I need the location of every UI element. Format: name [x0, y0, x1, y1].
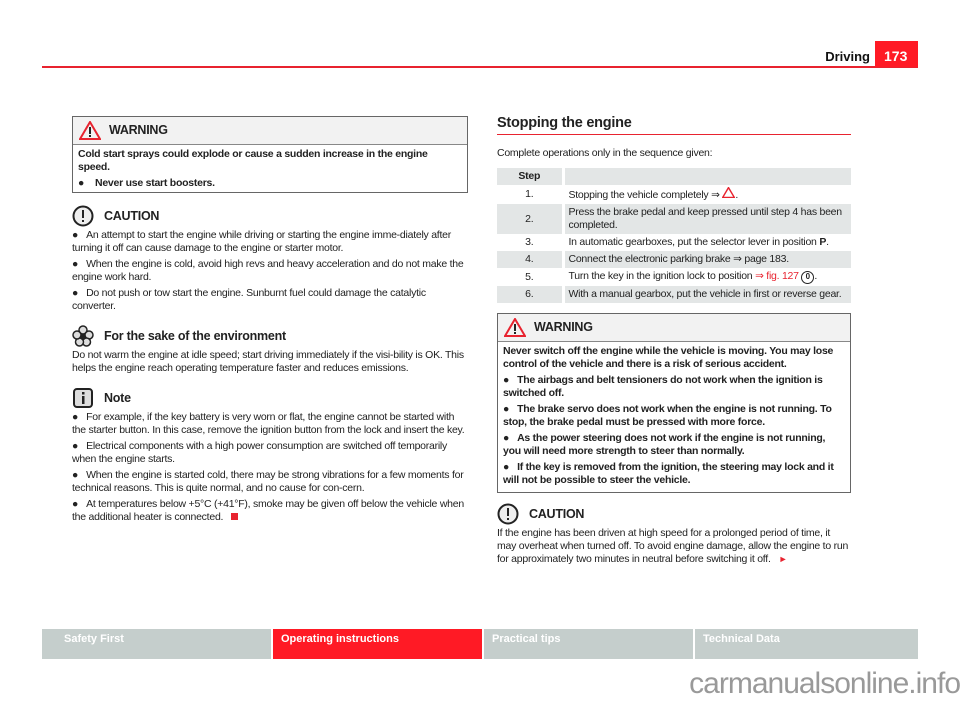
note-section [72, 387, 468, 524]
note-bullet: ● For example, if the key battery is very worn or flat, the engine cannot be started with the starter button. In this case, remove the ignition button from the lock and insert the key. [72, 411, 465, 436]
caution-bullet: ● An attempt to start the engine while driving or starting the engine imme-diately after turning it off can cause damage to the engine or starter motor. [72, 229, 451, 254]
tab-operating-instructions[interactable]: Operating instructions [273, 629, 482, 659]
section-title: Driving [825, 49, 870, 64]
table-row: 3. In automatic gearboxes, put the selector lever in position P. [497, 234, 851, 251]
warning-bullet: ● The airbags and belt tensioners do not work when the ignition is switched off. [503, 374, 823, 399]
caution-section [72, 205, 468, 313]
warning-bullet: ● The brake servo does not work when the engine is not running. To stop, the brake pedal must be pressed with more force. [503, 403, 832, 428]
flower-icon [72, 325, 94, 347]
note-icon [72, 387, 94, 409]
warning-text: Never switch off the engine while the vehicle is moving. You may lose control of the vehicle and there is a risk of serious accident. [503, 345, 834, 370]
right-column [497, 147, 851, 569]
warning-text: Cold start sprays could explode or cause a sudden increase in the engine speed. [78, 148, 428, 173]
note-bullet: ● At temperatures below +5°C (+41°F), smoke may be given off below the vehicle when the additional heater is connected. [72, 498, 464, 523]
position-badge: 0 [801, 271, 814, 284]
watermark: carmanualsonline.info [689, 667, 960, 700]
table-row: 1. Stopping the vehicle completely ⇒ . [497, 185, 851, 204]
caution-section [497, 503, 851, 566]
environment-text: Do not warm the engine at idle speed; start driving immediately if the visi-bility is OK. This helps the engine reach operating temperature faster and reduces emissions. [72, 349, 464, 374]
end-marker [231, 513, 238, 520]
table-row: 6. With a manual gearbox, put the vehicle in first or reverse gear. [497, 286, 851, 303]
note-bullet: ● When the engine is started cold, there may be strong vibrations for a few moments for technical reasons. This is quite normal, and no cause for con-cern. [72, 469, 464, 494]
warning-title: WARNING [534, 320, 593, 334]
steps-table [497, 168, 851, 303]
table-row: 4. Connect the electronic parking brake ⇒ page 183. [497, 251, 851, 268]
tab-safety-first[interactable]: Safety First [42, 629, 271, 659]
left-column [72, 116, 468, 527]
note-title: Note [104, 390, 131, 405]
caution-icon [497, 503, 519, 525]
warning-box: WARNING Cold start sprays could explode or cause a sudden increase in the engine speed. ● Never use start boosters. [72, 116, 468, 193]
tab-technical-data[interactable]: Technical Data [695, 629, 918, 659]
header-rule [42, 66, 918, 68]
caution-paragraph [497, 527, 851, 566]
caution-icon [72, 205, 94, 227]
warning-bullet: ● As the power steering does not work if the engine is not running, you will need more strength to steer than normally. [503, 432, 826, 457]
page-number: 173 [875, 41, 918, 67]
table-row: 5. Turn the key in the ignition lock to position ⇒ fig. 127 0 . [497, 268, 851, 286]
section-heading: Stopping the engine [497, 117, 851, 135]
caution-text: If the engine has been driven at high speed for a prolonged period of time, it may overheat when turned off. To avoid engine damage, allow the engine to run for approximately two minutes in neutral before switching it off. [497, 527, 849, 565]
table-row: 2. Press the brake pedal and keep pressed until step 4 has been completed. [497, 204, 851, 234]
caution-title: CAUTION [104, 208, 160, 223]
environment-section [72, 325, 468, 375]
tab-practical-tips[interactable]: Practical tips [484, 629, 693, 659]
caution-bullet: ● When the engine is cold, avoid high revs and heavy acceleration and do not make the engine work hard. [72, 258, 464, 283]
warning-bullet: ● If the key is removed from the ignition, the steering may lock and it will not be possible to steer the vehicle. [503, 461, 834, 486]
figure-link[interactable]: ⇒ fig. 127 [755, 270, 799, 282]
continue-arrow-icon: ► [778, 554, 788, 564]
step-header: Step [497, 168, 563, 185]
environment-title: For the sake of the environment [104, 328, 286, 343]
warning-bullet: Never use start boosters. [95, 177, 215, 189]
warning-icon [722, 187, 735, 198]
warning-icon [79, 121, 101, 140]
warning-title: WARNING [109, 123, 168, 137]
note-bullet: ● Electrical components with a high power consumption are switched off temporarily when the engine starts. [72, 440, 448, 465]
intro-text: Complete operations only in the sequence given: [497, 147, 713, 159]
warning-box [497, 313, 851, 493]
warning-icon [504, 318, 526, 337]
caution-bullet: ● Do not push or tow start the engine. Sunburnt fuel could damage the catalytic converter. [72, 287, 426, 312]
caution-title: CAUTION [529, 506, 585, 521]
